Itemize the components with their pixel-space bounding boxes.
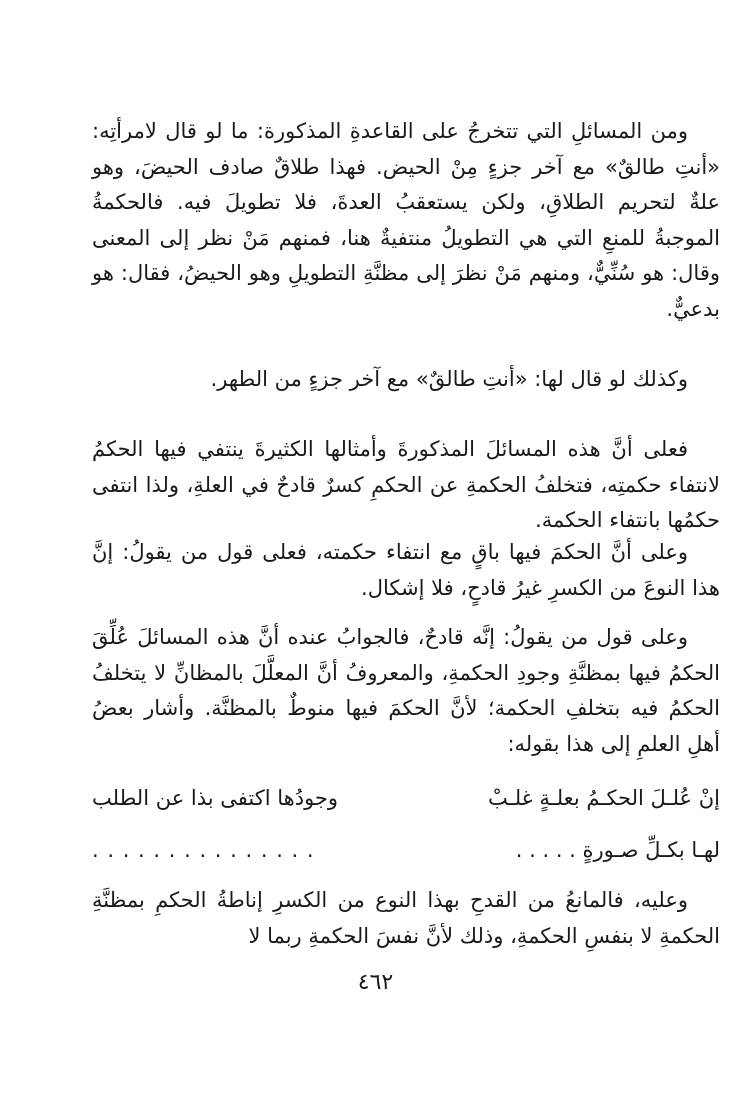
paragraph-second-view: وعلى أنَّ الحكمَ فيها باقٍ مع انتفاء حكمته، فعلى قول من يقولُ: إنَّ هذا النوعَ من الكسرِ غيرُ قادحٍ، فلا إشكال. — [92, 540, 720, 600]
poem-verse-line-1 — [92, 780, 720, 816]
paragraph-menstruation-divorce: ومن المسائلِ التي تتخرجُ على القاعدةِ المذكورة: ما لو قال لامرأتِه: «أنتِ طالقٌ» مع آخر جزءٍ مِنْ الحيض. فهذا طلاقٌ صادف الحيضَ، وهو علةٌ لتحريم الطلاقِ، ولكن يستعقبُ العدةَ، فلا تطويلَ فيه. فالحكمةُ الموجبةُ للمنعِ التي هي التطويلُ منتفيةٌ هنا، فمنهم مَنْ نظر إلى المعنى وقال: هو سُنِّيٌّ، ومنهم مَنْ نظرَ إلى مظنَّةِ التطويلِ وهو الحيضُ، فقال: هو بدعيٌّ. — [92, 119, 720, 321]
poem-verse-line-2 — [92, 832, 720, 868]
verse-hemistich-first: لهـا بكـلِّ صـورةٍ . . . . . — [515, 838, 720, 862]
verse-hemistich-second: وجودُها اكتفى بذا عن الطلب — [92, 786, 339, 810]
verse-ellipsis: . . . . . . . . . . . . . . . — [92, 838, 315, 862]
paragraph-purity-divorce: وكذلك لو قال لها: «أنتِ طالقٌ» مع آخر جزءٍ من الطهر. — [210, 367, 688, 391]
page-number: ٤٦٢ — [357, 970, 394, 995]
paragraph-answer: وعلى قول من يقولُ: إنَّه قادحٌ، فالجوابُ عنده أنَّ هذه المسائلَ عُلِّقَ الحكمُ فيها بمظنَّةِ وجودِ الحكمةِ، والمعروفُ أنَّ المعلَّلَ بالمظانِّ لا يتخلفُ الحكمُ فيه بتخلفِ الحكمة؛ لأنَّ الحكمَ فيها منوطٌ بالمظنَّة. وأشار بعضُ أهلِ العلمِ إلى هذا بقوله: — [92, 625, 720, 756]
paragraph-first-view: فعلى أنَّ هذه المسائلَ المذكورةَ وأمثالها الكثيرةَ ينتفي فيها الحكمُ لانتفاء حكمتِه، فتخلفُ الحكمةِ عن الحكمِ كسرٌ قادحٌ في العلةِ، ولذا انتفى حكمُها بانتفاء الحكمة. — [92, 437, 720, 532]
paragraph-conclusion: وعليه، فالمانعُ من القدحِ بهذا النوع من الكسرِ إناطةُ الحكمِ بمظنَّةِ الحكمةِ لا بنفسِ الحكمةِ، وذلك لأنَّ نفسَ الحكمةِ ربما لا — [92, 888, 720, 948]
verse-hemistich-first: إنْ عُلـلَ الحكـمُ بعلـةٍ غلـبْ — [487, 786, 720, 810]
